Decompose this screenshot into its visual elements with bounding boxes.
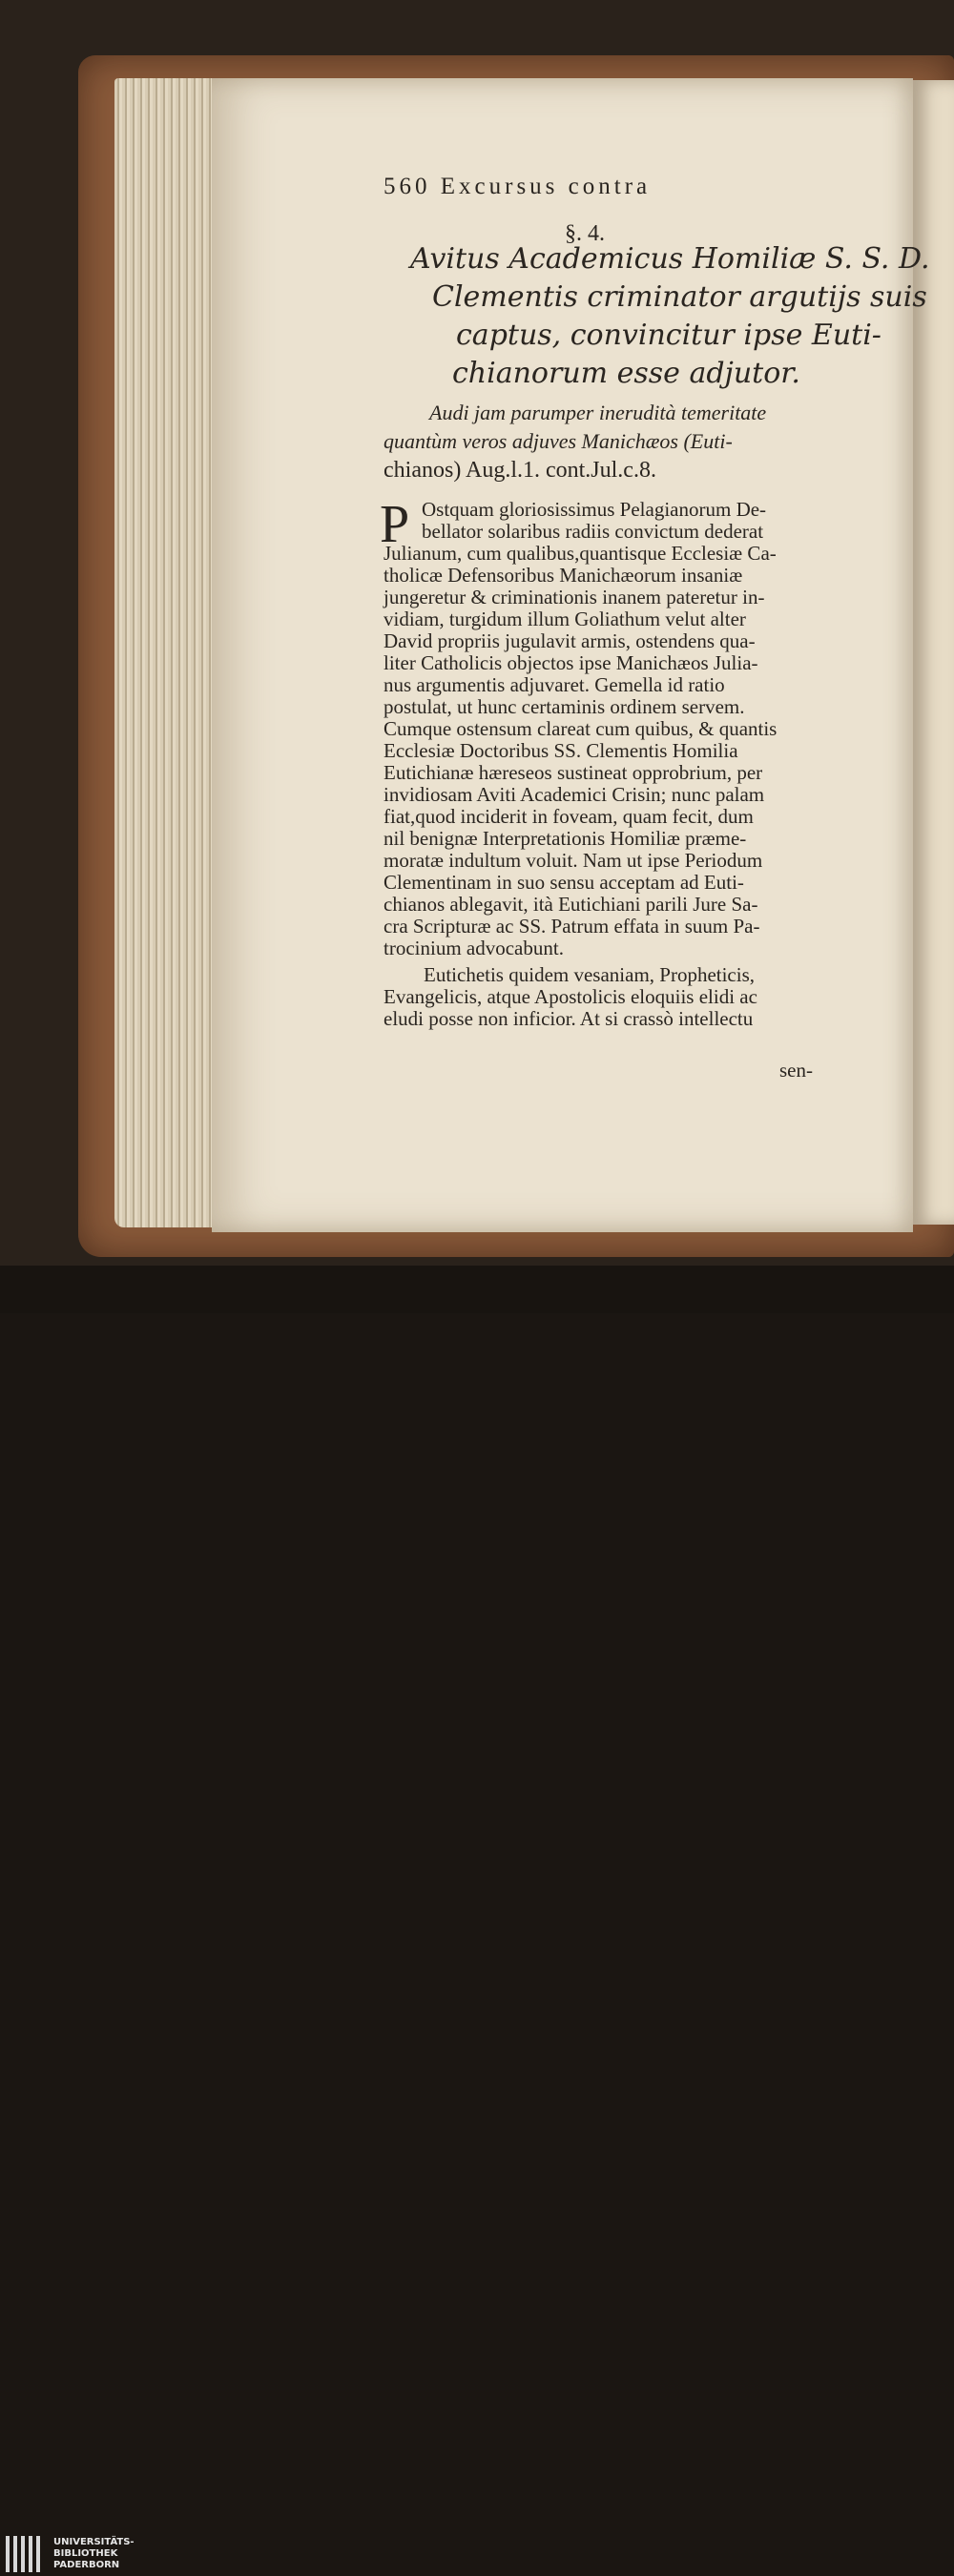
body-line: nus argumentis adjuvaret. Gemella id ratio xyxy=(384,673,725,696)
drop-cap: P xyxy=(380,495,410,554)
body-line: invidiosam Aviti Academici Crisin; nunc palam xyxy=(384,783,765,806)
library-name-line: BIBLIOTHEK xyxy=(53,2548,118,2559)
body-line: tholicæ Defensoribus Manichæorum insaniæ xyxy=(384,564,743,587)
library-logo-icon xyxy=(6,2536,44,2576)
body-line: jungeretur & criminationis inanem pateretur in- xyxy=(384,586,765,608)
body-line: cra Scripturæ ac SS. Patrum effata in suum Pa- xyxy=(384,915,760,938)
section-number: §. 4. xyxy=(565,221,605,246)
body-line: fiat,quod inciderit in foveam, quam fecit, dum xyxy=(384,805,754,828)
title-line: Clementis criminator argutijs suis xyxy=(432,280,927,314)
body-line: David propriis jugulavit armis, ostendens qua- xyxy=(384,629,756,652)
body-line: Julianum, cum qualibus,quantisque Ecclesiæ Ca- xyxy=(384,542,777,565)
body-line: postulat, ut hunc certaminis ordinem servem. xyxy=(384,695,745,718)
body-line: Clementinam in suo sensu acceptam ad Euti- xyxy=(384,871,744,894)
title-line: captus, convincitur ipse Euti- xyxy=(456,319,881,352)
quote-line: Audi jam parumper inerudità temeritate xyxy=(429,401,767,424)
title-line: chianorum esse adjutor. xyxy=(452,357,800,390)
book-page xyxy=(212,78,930,1232)
library-footer xyxy=(0,1266,954,2570)
body-line: chianos ablegavit, ità Eutichiani parili Jure Sa- xyxy=(384,893,758,916)
body-line: Cumque ostensum clareat cum quibus, & quantis xyxy=(384,717,778,740)
title-line: Avitus Academicus Homiliæ S. S. D. xyxy=(410,242,930,276)
body-line: moratæ indultum voluit. Nam ut ipse Periodum xyxy=(384,849,763,872)
quote-line: quantùm veros adjuves Manichæos (Euti- xyxy=(384,429,733,453)
library-name-line: UNIVERSITÄTS- xyxy=(53,2537,135,2547)
quote-reference: chianos) Aug.l.1. cont.Jul.c.8. xyxy=(384,458,656,483)
body-line: Ecclesiæ Doctoribus SS. Clementis Homilia xyxy=(384,739,738,762)
body-line: Eutichianæ hæreseos sustineat opprobrium, per xyxy=(384,761,763,784)
body-line: Ostquam gloriosissimus Pelagianorum De- xyxy=(422,498,767,521)
body-line: Evangelicis, atque Apostolicis eloquiis elidi ac xyxy=(384,985,757,1008)
body-line: Eutichetis quidem vesaniam, Propheticis, xyxy=(424,963,756,986)
body-line: trocinium advocabunt. xyxy=(384,937,564,959)
catchword: sen- xyxy=(779,1059,813,1082)
library-name-line: PADERBORN xyxy=(53,2560,120,2570)
body-line: nil benignæ Interpretationis Homiliæ præme- xyxy=(384,827,747,850)
page-edges xyxy=(114,78,219,1227)
body-line: liter Catholicis objectos ipse Manichæos Julia- xyxy=(384,651,758,674)
running-header: 560 Excursus contra xyxy=(384,174,652,199)
body-line: vidiam, turgidum illum Goliathum velut alter xyxy=(384,608,746,630)
body-line: bellator solaribus radiis convictum dederat xyxy=(422,520,764,543)
scanned-book-image xyxy=(0,0,954,1266)
library-name xyxy=(53,2537,135,2571)
body-line: eludi posse non inficior. At si crassò intellectu xyxy=(384,1007,754,1030)
